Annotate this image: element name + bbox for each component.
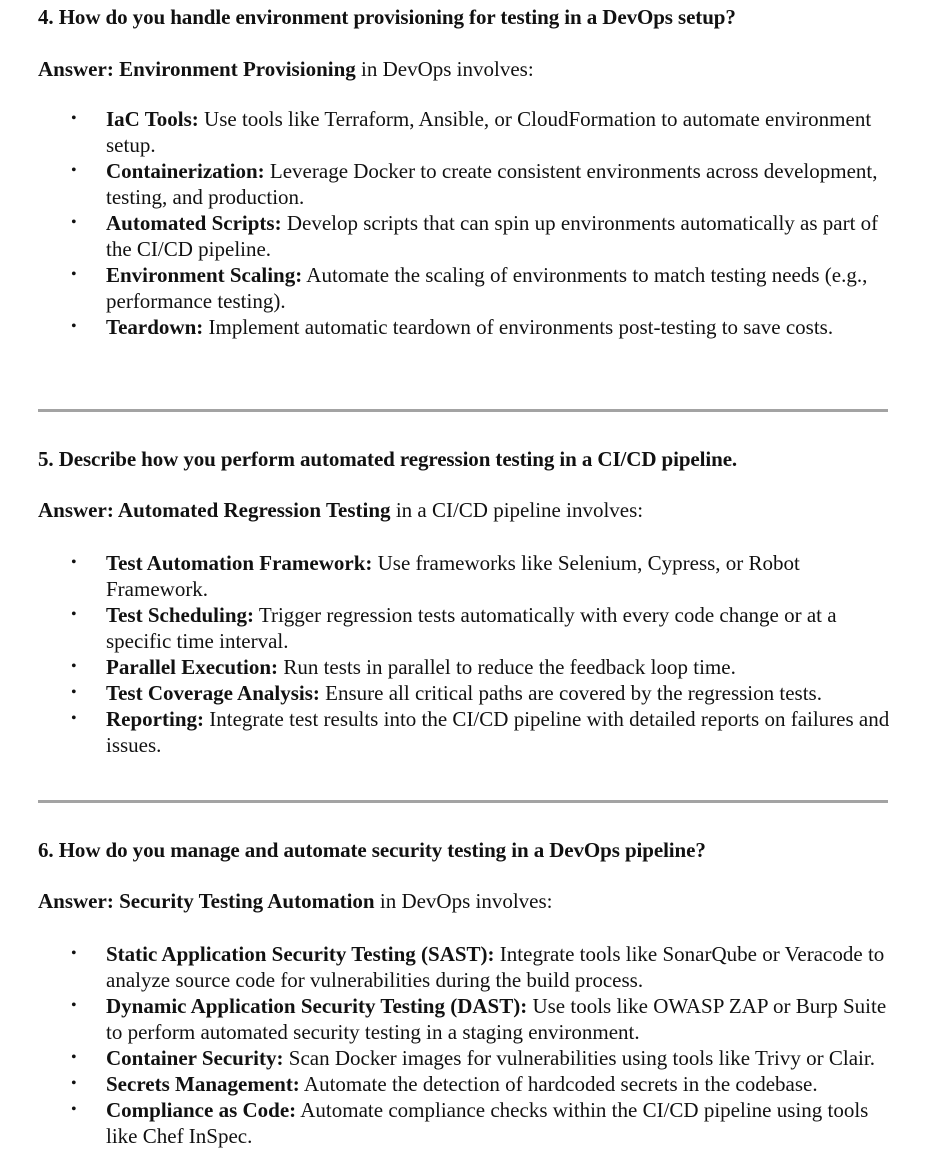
item-text: Scan Docker images for vulnerabilities using tools like Trivy or Clair.	[283, 1046, 875, 1070]
answer-label: Answer:	[38, 889, 120, 913]
answer-topic: Environment Provisioning	[119, 57, 356, 81]
item-text: Use tools like OWASP ZAP or Burp Suite to perform automated security testing in a staging environment.	[106, 994, 887, 1044]
list-item	[38, 1045, 896, 1071]
item-term: Test Automation Framework:	[106, 551, 373, 575]
list-item	[38, 1071, 896, 1097]
answer-rest: in DevOps involves:	[355, 57, 534, 81]
question-heading: 6. How do you manage and automate security testing in a DevOps pipeline?	[38, 838, 706, 862]
item-term: Test Scheduling:	[106, 603, 255, 627]
list-item	[38, 706, 896, 758]
item-text: Integrate tools like SonarQube or Veracode to analyze source code for vulnerabilities during the build process.	[106, 942, 885, 992]
section-divider	[38, 800, 888, 803]
bullet-icon: •	[71, 658, 77, 675]
item-term: Parallel Execution:	[106, 655, 279, 679]
list-item	[38, 262, 896, 314]
item-term: Automated Scripts:	[106, 211, 282, 235]
item-term: Test Coverage Analysis:	[106, 681, 320, 705]
answer-intro	[38, 888, 553, 914]
item-text: Implement automatic teardown of environments post-testing to save costs.	[203, 315, 834, 339]
item-term: Containerization:	[106, 159, 265, 183]
bullet-icon: •	[71, 1101, 77, 1118]
item-term: Reporting:	[106, 707, 204, 731]
bullet-icon: •	[71, 997, 77, 1014]
list-item	[38, 602, 896, 654]
answer-intro	[38, 497, 643, 523]
item-term: IaC Tools:	[106, 107, 199, 131]
bullet-icon: •	[71, 162, 77, 179]
item-text: Automate the scaling of environments to match testing needs (e.g., performance testing).	[106, 263, 868, 313]
list-item	[38, 1097, 896, 1149]
list-item	[38, 106, 896, 158]
answer-label: Answer:	[38, 498, 118, 522]
item-term: Secrets Management:	[106, 1072, 300, 1096]
bullet-icon: •	[71, 710, 77, 727]
bullet-icon: •	[71, 945, 77, 962]
bullet-icon: •	[71, 606, 77, 623]
list-item	[38, 314, 896, 340]
bullet-icon: •	[71, 684, 77, 701]
item-text: Automate compliance checks within the CI/CD pipeline using tools like Chef InSpec.	[106, 1098, 869, 1148]
item-text: Trigger regression tests automatically with every code change or at a specific time interval.	[106, 603, 837, 653]
item-text: Automate the detection of hardcoded secrets in the codebase.	[299, 1072, 818, 1096]
bullet-icon: •	[71, 110, 77, 127]
item-term: Environment Scaling:	[106, 263, 303, 287]
answer-rest: in a CI/CD pipeline involves:	[390, 498, 644, 522]
item-text: Ensure all critical paths are covered by the regression tests.	[319, 681, 822, 705]
list-item	[38, 654, 896, 680]
answer-intro	[38, 56, 534, 82]
answer-list	[38, 941, 896, 1149]
answer-label: Answer:	[38, 57, 120, 81]
answer-list	[38, 106, 896, 340]
item-term: Static Application Security Testing (SAST):	[106, 942, 495, 966]
item-term: Container Security:	[106, 1046, 284, 1070]
question-heading: 4. How do you handle environment provisioning for testing in a DevOps setup?	[38, 5, 736, 29]
bullet-icon: •	[71, 214, 77, 231]
list-item	[38, 680, 896, 706]
item-text: Leverage Docker to create consistent environments across development, testing, and production.	[106, 159, 878, 209]
item-text: Use frameworks like Selenium, Cypress, or Robot Framework.	[106, 551, 800, 601]
list-item	[38, 158, 896, 210]
bullet-icon: •	[71, 1075, 77, 1092]
list-item	[38, 550, 896, 602]
item-term: Teardown:	[106, 315, 204, 339]
answer-list	[38, 550, 896, 758]
item-text: Develop scripts that can spin up environments automatically as part of the CI/CD pipeline.	[106, 211, 879, 261]
bullet-icon: •	[71, 266, 77, 283]
section-divider	[38, 409, 888, 412]
list-item	[38, 210, 896, 262]
item-term: Dynamic Application Security Testing (DAST):	[106, 994, 528, 1018]
bullet-icon: •	[71, 1049, 77, 1066]
answer-rest: in DevOps involves:	[374, 889, 553, 913]
item-term: Compliance as Code:	[106, 1098, 297, 1122]
item-text: Run tests in parallel to reduce the feedback loop time.	[278, 655, 736, 679]
answer-topic: Automated Regression Testing	[117, 498, 391, 522]
item-text: Use tools like Terraform, Ansible, or CloudFormation to automate environment setup.	[106, 107, 872, 157]
bullet-icon: •	[71, 554, 77, 571]
answer-topic: Security Testing Automation	[119, 889, 375, 913]
list-item	[38, 993, 896, 1045]
list-item	[38, 941, 896, 993]
bullet-icon: •	[71, 318, 77, 335]
question-heading: 5. Describe how you perform automated regression testing in a CI/CD pipeline.	[38, 447, 738, 471]
item-text: Integrate test results into the CI/CD pipeline with detailed reports on failures and issues.	[106, 707, 890, 757]
